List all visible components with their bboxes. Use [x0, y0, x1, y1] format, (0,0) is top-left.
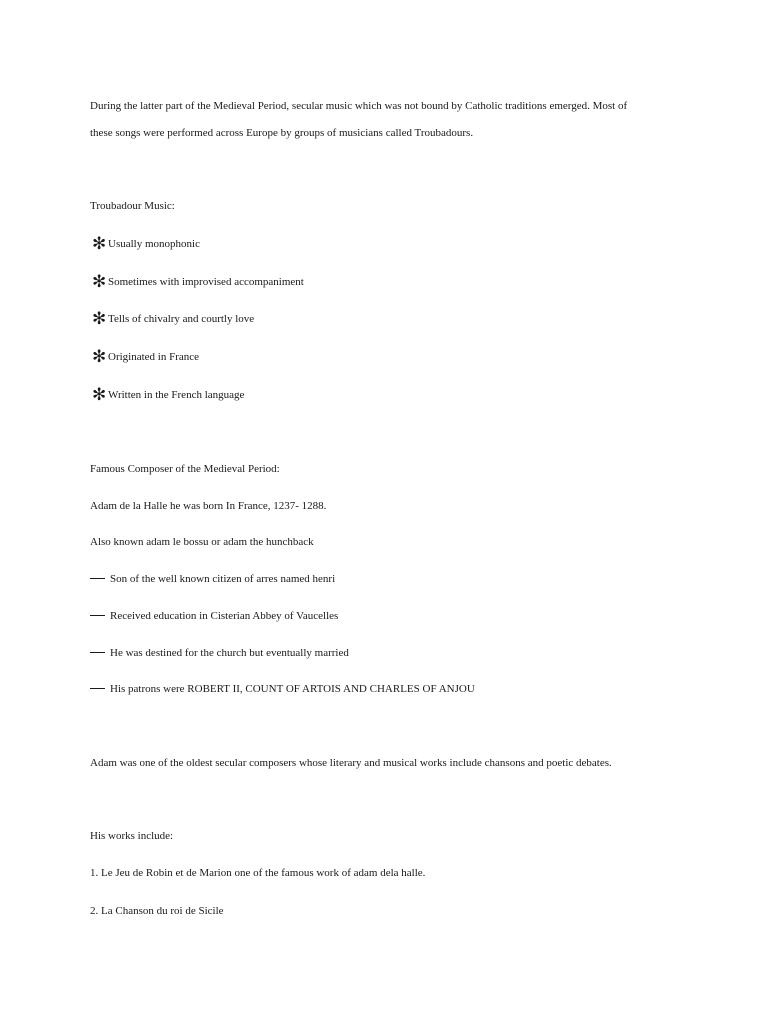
- asterisk-bullet-icon: ✻: [92, 309, 107, 328]
- composer-fact: Received education in Cisterian Abbey of Vaucelles: [90, 609, 338, 623]
- composer-fact: Son of the well known citizen of arres named henri: [90, 572, 335, 586]
- dash-bullet-icon: [90, 578, 105, 579]
- asterisk-bullet-icon: ✻: [92, 234, 107, 253]
- works-item: 1. Le Jeu de Robin et de Marion one of the famous work of adam dela halle.: [90, 867, 426, 879]
- asterisk-bullet-icon: ✻: [92, 347, 107, 366]
- composer-aka: Also known adam le bossu or adam the hunchback: [90, 536, 314, 548]
- works-heading: His works include:: [90, 830, 174, 842]
- composer-born: Adam de la Halle he was born In France, 1237- 1288.: [90, 500, 327, 512]
- composer-fact: His patrons were ROBERT II, COUNT OF ARTOIS AND CHARLES OF ANJOU: [90, 682, 475, 696]
- intro-line-1: During the latter part of the Medieval Period, secular music which was not bound by Catholic traditions emerged. Most of: [90, 100, 628, 112]
- summary-paragraph: Adam was one of the oldest secular composers whose literary and musical works include chansons and poetic debates.: [90, 757, 612, 769]
- dash-bullet-icon: [90, 615, 105, 616]
- asterisk-bullet-icon: ✻: [92, 385, 107, 404]
- dash-bullet-icon: [90, 688, 105, 689]
- works-item: 2. La Chanson du roi de Sicile: [90, 905, 224, 917]
- dash-bullet-icon: [90, 652, 105, 653]
- troubadour-item: ✻ Usually monophonic: [92, 234, 200, 253]
- composer-fact: He was destined for the church but eventually married: [90, 646, 349, 660]
- troubadour-item: ✻ Tells of chivalry and courtly love: [92, 309, 255, 328]
- intro-line-2: these songs were performed across Europe by groups of musicians called Troubadours.: [90, 127, 474, 139]
- troubadour-item: ✻ Written in the French language: [92, 385, 245, 404]
- composer-heading: Famous Composer of the Medieval Period:: [90, 463, 280, 475]
- troubadour-item: ✻ Originated in France: [92, 347, 200, 366]
- asterisk-bullet-icon: ✻: [92, 272, 107, 291]
- troubadour-item: ✻ Sometimes with improvised accompaniment: [92, 272, 304, 291]
- troubadour-heading: Troubadour Music:: [90, 200, 175, 212]
